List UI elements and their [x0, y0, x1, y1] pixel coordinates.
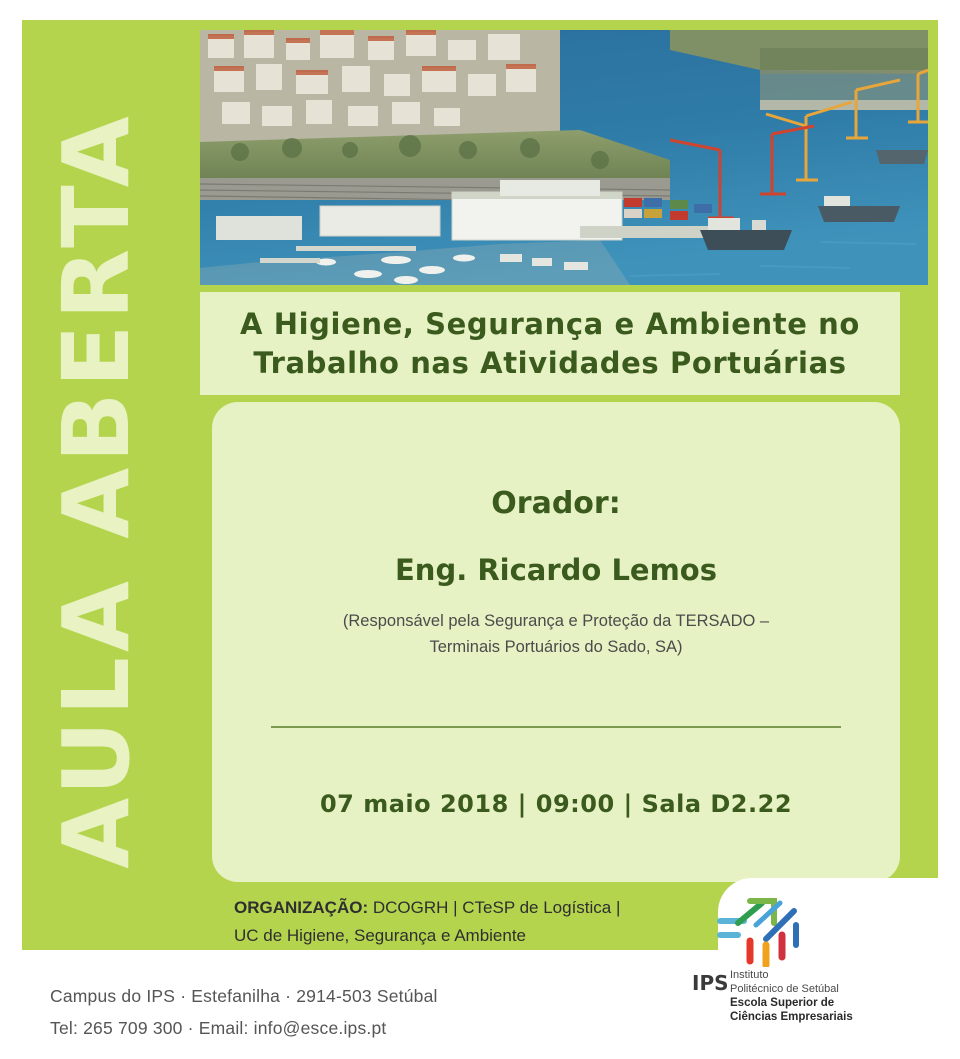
port-photo: [200, 30, 928, 285]
ips-logo-mark-icon: [710, 895, 806, 967]
poster-footer: [22, 960, 938, 1050]
footer-phone-email: Tel: 265 709 300 · Email: info@esce.ips.pt: [50, 1018, 387, 1039]
poster-headline: [200, 292, 900, 395]
speaker-card: [212, 402, 900, 882]
ips-institute-line-1: Instituto: [730, 969, 769, 981]
ips-logo: [692, 895, 902, 1025]
ips-institute-name: [730, 969, 839, 997]
speaker-role: [256, 609, 856, 660]
headline-line-1: A Higiene, Segurança e Ambiente no: [240, 307, 860, 342]
organization-value: DCOGRH | CTeSP de Logística |: [368, 898, 621, 917]
speaker-label: Orador:: [491, 486, 621, 521]
speaker-name: Eng. Ricardo Lemos: [395, 553, 717, 587]
ips-acronym: IPS: [692, 971, 729, 995]
ips-school-line-2: Ciências Empresariais: [730, 1011, 853, 1024]
speaker-role-line-1: (Responsável pela Segurança e Proteção da TERSADO –: [342, 612, 770, 630]
card-divider: [271, 726, 841, 728]
organization-label: ORGANIZAÇÃO:: [234, 898, 369, 917]
poster-vertical-title: AULA ABERTA: [43, 111, 150, 869]
footer-contact: [50, 980, 438, 1045]
footer-address: Campus do IPS · Estefanilha · 2914-503 Setúbal: [50, 986, 438, 1006]
headline-line-2: Trabalho nas Atividades Portuárias: [253, 345, 847, 380]
ips-school-line-1: Escola Superior de: [730, 997, 835, 1009]
port-photo-illustration: [200, 30, 928, 285]
ips-institute-line-2: Politécnico de Setúbal: [730, 982, 839, 995]
organization-line-2: UC de Higiene, Segurança e Ambiente: [234, 925, 527, 945]
ips-school-name: [730, 996, 853, 1025]
poster-canvas: [22, 20, 938, 950]
speaker-role-line-2: Terminais Portuários do Sado, SA): [429, 637, 683, 656]
vertical-title-band: [22, 20, 192, 950]
event-details: 07 maio 2018 | 09:00 | Sala D2.22: [319, 790, 793, 819]
